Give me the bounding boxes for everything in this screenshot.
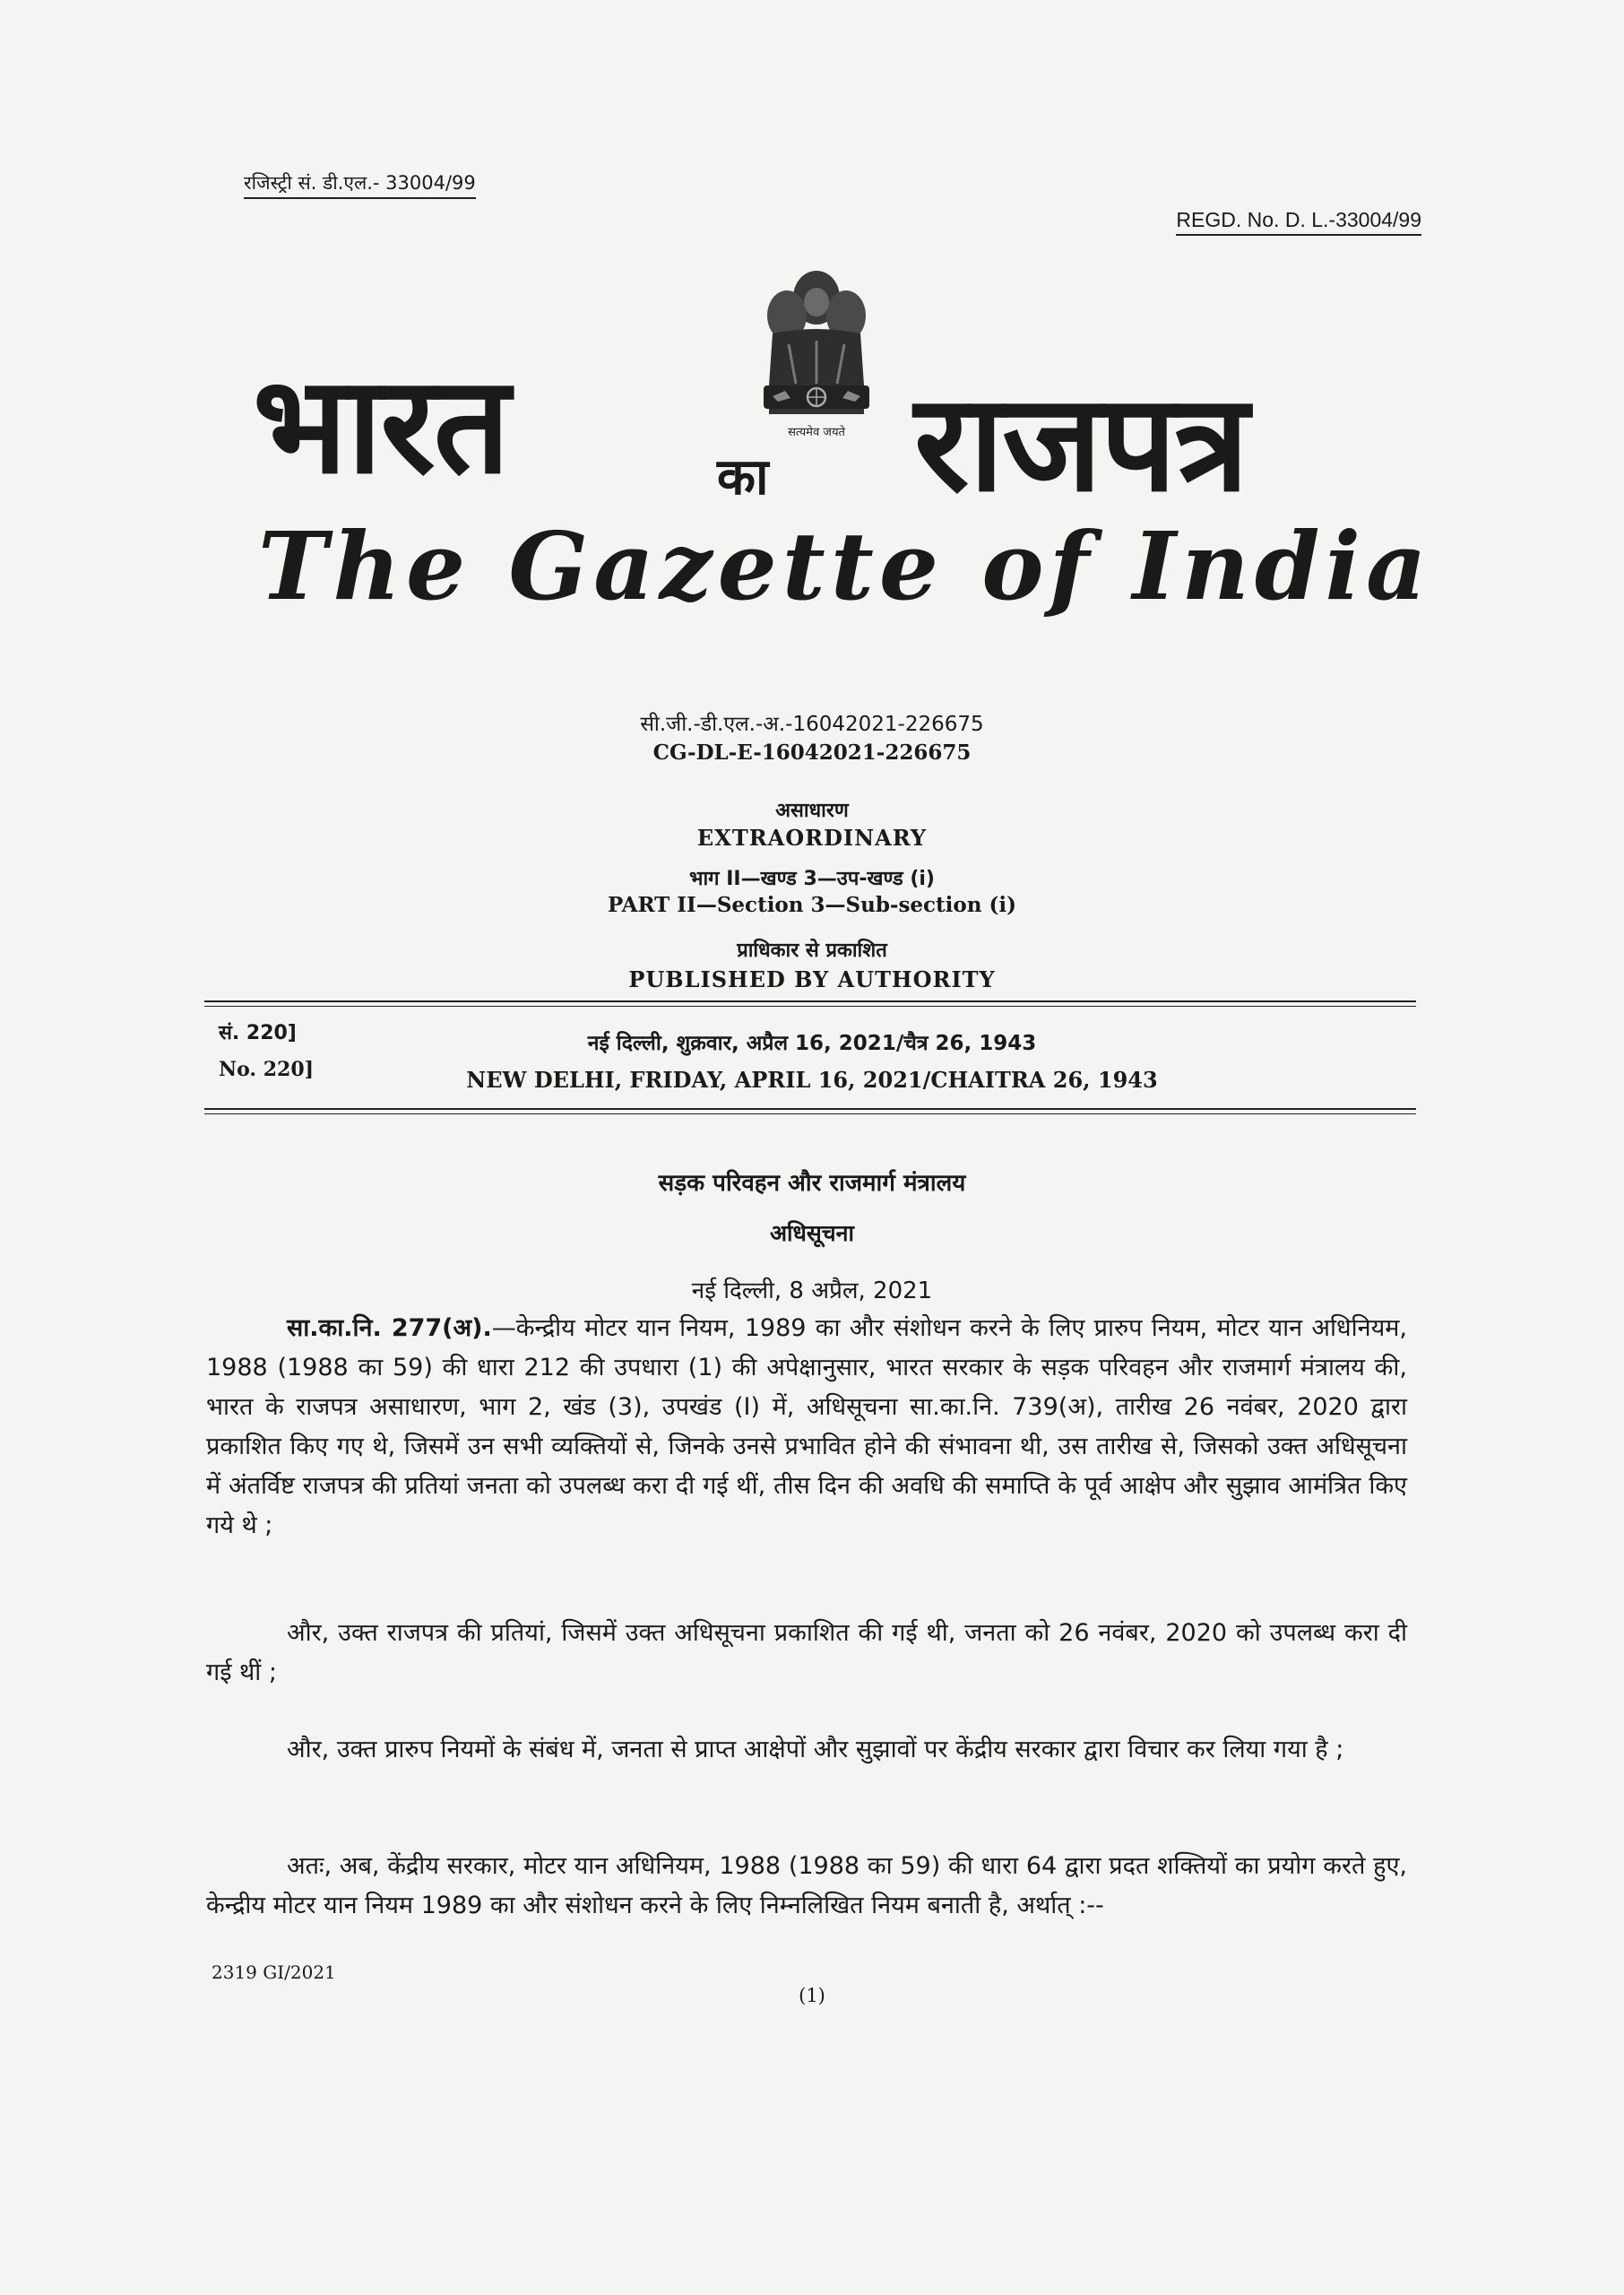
issue-number-english: No. 220] (219, 1058, 315, 1081)
registration-number-english: REGD. No. D. L.-33004/99 (1176, 208, 1421, 236)
paragraph-3: और, उक्त प्रारुप नियमों के संबंध में, जनता से प्राप्त आक्षेपों और सुझावों पर केंद्रीय सरकार द्वारा विचार कर लिया गया है ; (287, 1736, 1344, 1763)
masthead-english: The Gazette of India (258, 511, 1432, 621)
divider-bottom-1 (204, 1108, 1416, 1110)
national-emblem-icon (746, 262, 887, 457)
ministry-heading: सड़क परिवहन और राजमार्ग मंत्रालय (658, 1170, 966, 1197)
svg-text:सत्यमेव जयते: सत्यमेव जयते (788, 426, 845, 439)
paragraph-1 (206, 1309, 1407, 1546)
issue-date-hindi: नई दिल्ली, शुक्रवार, अप्रैल 16, 2021/चैत्र 26, 1943 (587, 1032, 1037, 1055)
paragraph-2: और, उक्त राजपत्र की प्रतियां, जिसमें उक्त अधिसूचना प्रकाशित की गई थी, जनता को 26 नवंबर, 2020 को उपलब्ध करा दी गई थीं ; (206, 1619, 1407, 1686)
published-by-authority-hindi: प्राधिकार से प्रकाशित (737, 940, 887, 962)
notification-title: अधिसूचना (769, 1220, 855, 1246)
page-number: (1) (799, 1985, 825, 2006)
divider-bottom-2 (204, 1113, 1416, 1114)
cg-number-english: CG-DL-E-16042021-226675 (652, 740, 972, 765)
place-and-date: नई दिल्ली, 8 अप्रैल, 2021 (691, 1277, 933, 1304)
paragraph-1-text: —केन्द्रीय मोटर यान नियम, 1989 का और संशोधन करने के लिए प्रारुप नियम, मोटर यान अधिनियम, 1988 (1988 का 59) की धारा 212 की उपधारा (1) की अपेक्षानुसार, भारत सरकार के सड़क परिवहन और राजमार्ग मंत्रालय की, भारत के राजपत्र असाधारण, भाग 2, खंड (3), उपखंड (I) में, अधिसूचना सा.का.नि. 739(अ), तारीख 26 नवंबर, 2020 द्वारा प्रकाशित किए गए थे, जिसमें उन सभी व्यक्तियों से, जिनके उनसे प्रभावित होने की संभावना थी, उस तारीख से, जिसको उक्त अधिसूचना में अंतर्विष्ट राजपत्र की प्रतियां जनता को उपलब्ध करा दी गई थीं, तीस दिन की अवधि की समाप्ति के पूर्व आक्षेप और सुझाव आमंत्रित किए गये थे ; (206, 1314, 1408, 1539)
part-section-english: PART II—Section 3—Sub-section (i) (608, 893, 1016, 917)
paragraph-4: अतः, अब, केंद्रीय सरकार, मोटर यान अधिनियम, 1988 (1988 का 59) की धारा 64 द्वारा प्रदत शक्तियों का प्रयोग करते हुए, केन्द्रीय मोटर यान नियम 1989 का और संशोधन करने के लिए निम्नलिखित नियम बनाती है, अर्थात् :-- (206, 1852, 1407, 1919)
divider-top-2 (204, 1006, 1416, 1007)
registration-number-hindi: रजिस्ट्री सं. डी.एल.- 33004/99 (244, 170, 476, 199)
masthead-hindi-ka: का (717, 448, 769, 507)
issue-number-hindi: सं. 220] (219, 1022, 297, 1044)
part-section-hindi: भाग II—खण्ड 3—उप-खण्ड (i) (689, 868, 935, 890)
published-by-authority-english: PUBLISHED BY AUTHORITY (628, 966, 996, 992)
gsr-number: सा.का.नि. 277(अ). (287, 1314, 492, 1342)
printing-code: 2319 GI/2021 (212, 1962, 336, 1983)
masthead-hindi-rajpatra: राजपत्र (914, 366, 1248, 522)
cg-number-hindi: सी.जी.-डी.एल.-अ.-16042021-226675 (640, 713, 984, 736)
divider-top-1 (204, 1000, 1416, 1002)
issue-date-english: NEW DELHI, FRIDAY, APRIL 16, 2021/CHAITRA 26, 1943 (466, 1067, 1158, 1093)
extraordinary-hindi: असाधारण (775, 800, 849, 822)
extraordinary-english: EXTRAORDINARY (696, 825, 928, 851)
masthead-hindi-bharat: भारत (253, 348, 509, 504)
